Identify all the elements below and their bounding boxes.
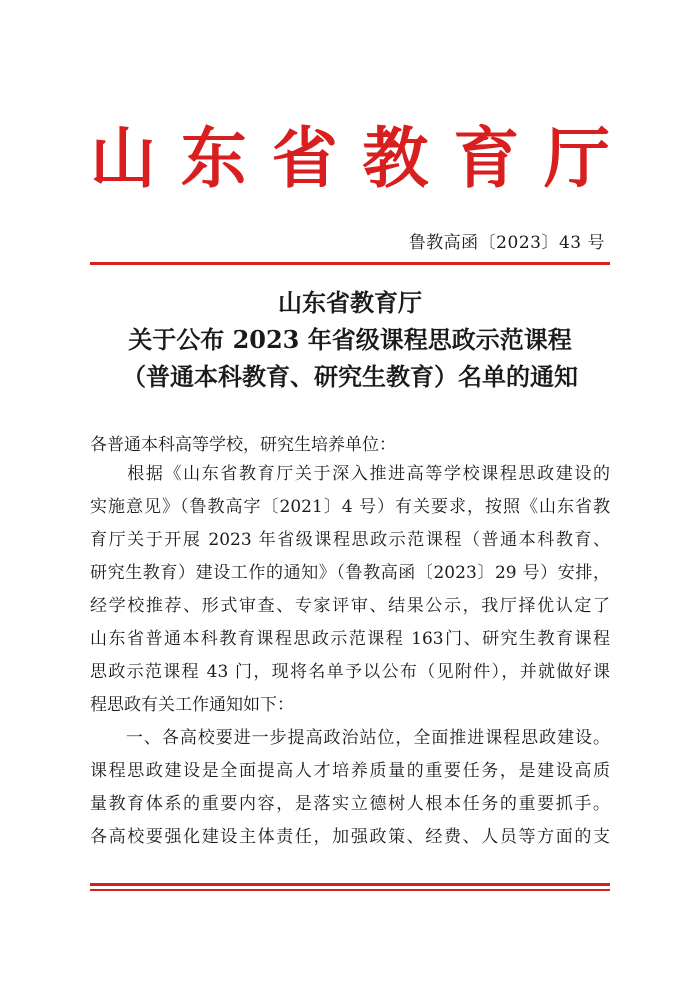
- body-line: 一、各高校要进一步提高政治站位，全面推进课程思政建设。: [90, 728, 610, 748]
- title-line-1: 山东省教育厅: [278, 288, 422, 317]
- title-line-3: （普通本科教育、研究生教育）名单的通知: [122, 362, 578, 391]
- letterhead-char: 东: [180, 119, 247, 197]
- body-line: 程思政有关工作通知如下：: [90, 695, 294, 715]
- letterhead-char: 山: [90, 119, 156, 197]
- title-line-2: 关于公布 2023 年省级课程思政示范课程: [128, 325, 572, 354]
- letterhead-char: 育: [453, 119, 520, 197]
- letterhead-char: 教: [362, 119, 429, 197]
- letterhead-char: 省: [271, 119, 338, 197]
- body-line: 育厅关于开展 2023 年省级课程思政示范课程（普通本科教育、: [90, 530, 610, 550]
- body-line: 量教育体系的重要内容，是落实立德树人根本任务的重要抓手。: [90, 794, 610, 814]
- body-line: 经学校推荐、形式审查、专家评审、结果公示，我厅择优认定了: [90, 596, 610, 616]
- issuer-letterhead: [90, 118, 610, 198]
- red-rule-bottom-thick: [90, 883, 610, 886]
- red-rule-top: [90, 262, 610, 265]
- body-line: 思政示范课程 43 门，现将名单予以公布（见附件），并就做好课: [90, 662, 610, 682]
- body-line: 根据《山东省教育厅关于深入推进高等学校课程思政建设的: [90, 464, 610, 484]
- red-rule-bottom-thin: [90, 889, 610, 891]
- document-title: [90, 284, 610, 395]
- addressee: 各普通本科高等学校，研究生培养单位：: [90, 435, 396, 455]
- document-number: 鲁教高函〔2023〕43 号: [408, 233, 605, 253]
- letterhead-char: 厅: [543, 119, 610, 197]
- body-line: 研究生教育）建设工作的通知》（鲁教高函〔2023〕29 号）安排，: [90, 563, 610, 583]
- body-line: 实施意见》（鲁教高字〔2021〕4 号）有关要求，按照《山东省教: [90, 497, 610, 517]
- body-line: 各高校要强化建设主体责任，加强政策、经费、人员等方面的支: [90, 827, 610, 847]
- body-line: 山东省普通本科教育课程思政示范课程 163门、研究生教育课程: [90, 629, 610, 649]
- body-text: [90, 458, 610, 854]
- body-line: 课程思政建设是全面提高人才培养质量的重要任务，是建设高质: [90, 761, 610, 781]
